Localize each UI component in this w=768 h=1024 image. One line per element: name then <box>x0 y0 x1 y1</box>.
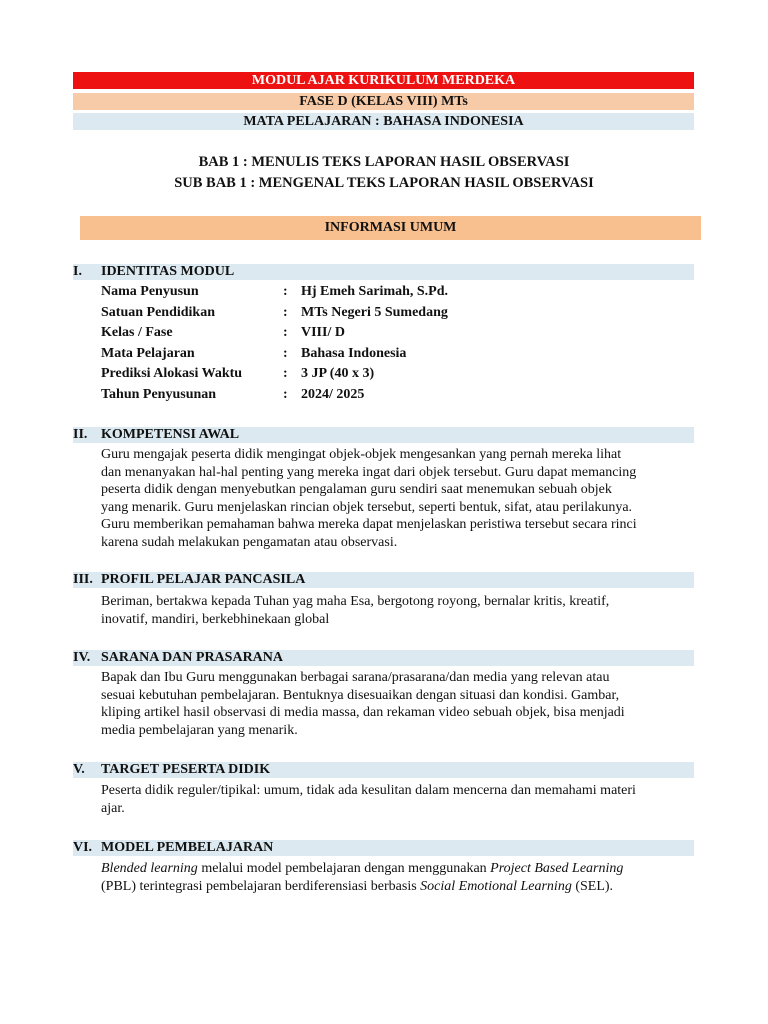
section-title: KOMPETENSI AWAL <box>101 427 240 442</box>
paragraph-line: Peserta didik reguler/tipikal: umum, tidak ada kesulitan dalam mencerna dan memahami materi <box>101 783 636 798</box>
section-heading-target-students <box>73 762 694 778</box>
pancasila-profile-text <box>101 593 696 628</box>
text-segment: (SEL). <box>571 878 614 894</box>
section-heading-pancasila-profile <box>73 572 694 588</box>
section-heading-initial-competence <box>73 427 694 443</box>
section-title: SARANA DAN PRASARANA <box>101 650 284 665</box>
identity-label: Prediksi Alokasi Waktu <box>101 366 243 381</box>
identity-label: Satuan Pendidikan <box>101 305 215 320</box>
paragraph-line: Guru mengajak peserta didik mengingat objek-objek mengesankan yang pernah mereka lihat <box>101 447 622 462</box>
general-info-heading: INFORMASI UMUM <box>80 216 701 240</box>
identity-colon: : <box>283 366 288 381</box>
identity-value: 2024/ 2025 <box>301 387 365 402</box>
identity-label: Kelas / Fase <box>101 325 173 340</box>
paragraph-line <box>101 878 696 896</box>
paragraph-line <box>101 860 696 878</box>
identity-colon: : <box>283 325 288 340</box>
target-students-text <box>101 782 696 817</box>
paragraph-line: media pembelajaran yang menarik. <box>101 722 298 738</box>
paragraph-line: kliping artikel hasil observasi di media massa, dan rekaman video sebuah objek, bisa menjadi <box>101 705 625 720</box>
paragraph-line: peserta didik dengan menyebutkan pengalaman guru sendiri saat menemukan sebuah objek <box>101 482 612 497</box>
identity-value: VIII/ D <box>301 325 345 340</box>
identity-value: Bahasa Indonesia <box>301 346 407 361</box>
section-number: IV. <box>73 650 91 665</box>
section-title: IDENTITAS MODUL <box>101 264 235 279</box>
identity-value: MTs Negeri 5 Sumedang <box>301 305 448 320</box>
identity-label: Nama Penyusun <box>101 284 199 299</box>
section-heading-identity <box>73 264 694 280</box>
italic-term: Social Emotional Learning <box>420 878 572 894</box>
module-title-banner: MODUL AJAR KURIKULUM MERDEKA <box>73 72 694 89</box>
identity-colon: : <box>283 387 288 402</box>
paragraph-line: yang menarik. Guru menjelaskan rincian objek tersebut, seperti bentuk, sifat, atau perilakunya. <box>101 499 633 515</box>
section-title: PROFIL PELAJAR PANCASILA <box>101 572 306 587</box>
italic-term: Project Based Learning <box>490 861 624 876</box>
paragraph-line: Bapak dan Ibu Guru menggunakan berbagai sarana/prasarana/dan media yang relevan atau <box>101 670 610 685</box>
learning-model-text <box>101 860 696 895</box>
paragraph-line: ajar. <box>101 800 125 816</box>
section-number: VI. <box>73 840 93 855</box>
section-title: TARGET PESERTA DIDIK <box>101 762 271 777</box>
italic-term: Blended learning <box>101 861 198 876</box>
section-heading-facilities <box>73 650 694 666</box>
identity-colon: : <box>283 305 288 320</box>
section-heading-learning-model <box>73 840 694 856</box>
identity-value: Hj Emeh Sarimah, S.Pd. <box>301 284 449 299</box>
paragraph-line: Beriman, bertakwa kepada Tuhan yag maha Esa, bergotong royong, bernalar kritis, kreatif, <box>101 594 610 609</box>
identity-colon: : <box>283 284 288 299</box>
section-number: I. <box>73 264 82 279</box>
phase-banner: FASE D (KELAS VIII) MTs <box>73 93 694 110</box>
paragraph-line: dan menanyakan hal-hal penting yang mereka ingat dari objek tersebut. Guru dapat memancing <box>101 464 637 480</box>
text-segment: (PBL) terintegrasi pembelajaran berdiferensiasi berbasis <box>101 878 421 894</box>
identity-label: Tahun Penyusunan <box>101 387 217 402</box>
text-segment: melalui model pembelajaran dengan menggunakan <box>197 861 491 876</box>
paragraph-line: Guru memberikan pemahaman bahwa mereka dapat menjelaskan peristiwa tersebut secara rinci <box>101 517 637 532</box>
section-number: III. <box>73 572 93 587</box>
initial-competence-text <box>101 446 696 551</box>
paragraph-line: karena sudah melakukan pengamatan atau observasi. <box>101 534 398 550</box>
chapter-title: BAB 1 : MENULIS TEKS LAPORAN HASIL OBSERVASI <box>198 154 570 170</box>
section-number: II. <box>73 427 88 442</box>
section-number: V. <box>73 762 85 777</box>
paragraph-line: sesuai kebutuhan pembelajaran. Bentuknya disesuaikan dengan situasi dan kondisi. Gambar, <box>101 687 620 703</box>
identity-colon: : <box>283 346 288 361</box>
paragraph-line: inovatif, mandiri, berkebhinekaan global <box>101 611 330 627</box>
identity-value: 3 JP (40 x 3) <box>301 366 375 381</box>
identity-label: Mata Pelajaran <box>101 346 195 361</box>
subject-banner: MATA PELAJARAN : BAHASA INDONESIA <box>73 113 694 130</box>
section-title: MODEL PEMBELAJARAN <box>101 840 274 855</box>
facilities-text <box>101 669 696 739</box>
sub-chapter-title: SUB BAB 1 : MENGENAL TEKS LAPORAN HASIL OBSERVASI <box>174 175 594 191</box>
